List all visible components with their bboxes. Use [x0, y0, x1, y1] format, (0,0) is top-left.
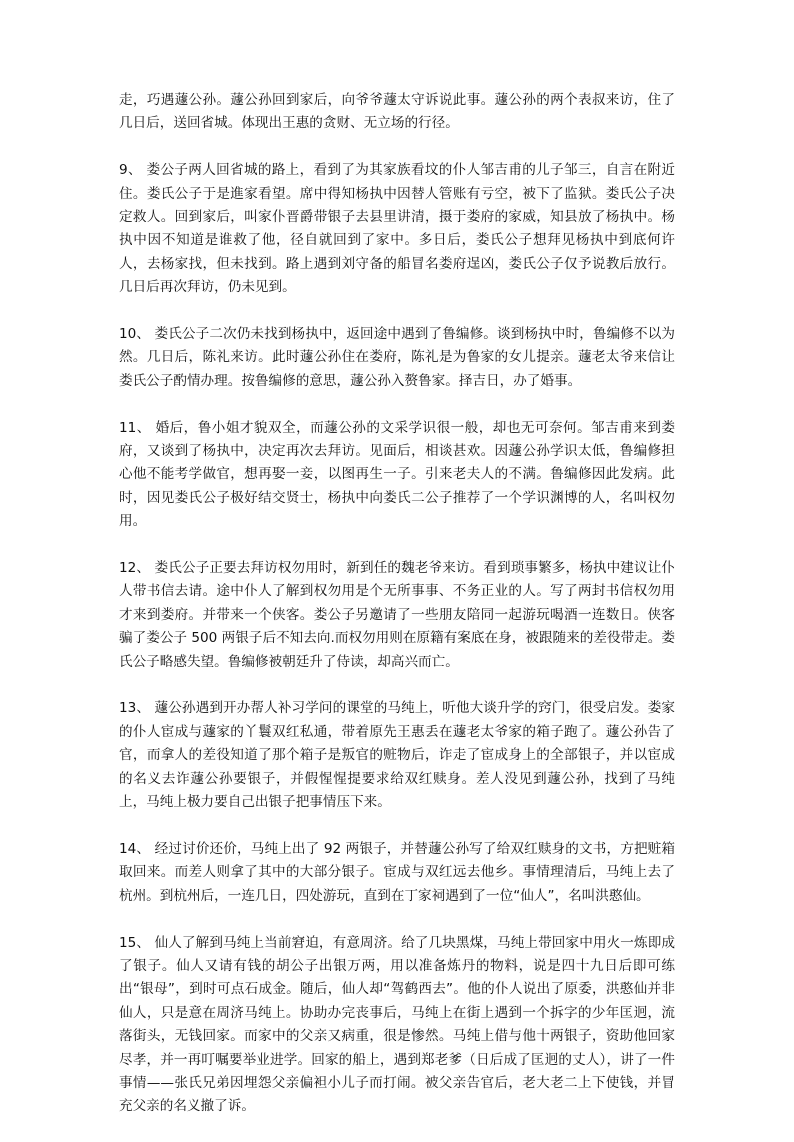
paragraph-item-13: 13、 蘧公孙遇到开办帮人补习学问的课堂的马纯上，听他大谈升学的窍门，很受启发。娄家的仆人宦成与蘧家的丫鬟双红私通，带着原先王惠丢在蘧老太爷家的箱子跑了。蘧公孙告了官，而拿人的差役知道了那个箱子是叛官的赃物后，诈走了宦成身上的全部银子，并以宦成的名义去诈蘧公孙要银子，并假惺惺提要求给双红赎身。差人没见到蘧公孙，找到了马纯上，马纯上极力要自己出银子把事情压下来。 — [119, 700, 675, 811]
paragraph-item-12: 12、 娄氏公子正要去拜访权勿用时，新到任的魏老爷来访。看到琐事繁多，杨执中建议让仆人带书信去请。途中仆人了解到权勿用是个无所事事、不务正业的人。写了两封书信权勿用才来到娄府。并带来一个侠客。娄公子另邀请了一些朋友陪同一起游玩喝酒一连数日。侠客骗了娄公子 500 两银子后不知去向.而权勿用则在原籍有案底在身，被跟随来的差役带走。娄氏公子略感失望。鲁编修被朝廷升了侍读，却高兴而亡。 — [119, 560, 675, 670]
paragraph-item-14: 14、 经过讨价还价，马纯上出了 92 两银子，并替蘧公孙写了给双红赎身的文书，方把赃箱取回来。而差人则拿了其中的大部分银子。宦成与双红远去他乡。事情理清后，马纯上去了杭州。到杭州后，一连几日，四处游玩，直到在丁家祠遇到了一位“仙人”，名叫洪憨仙。 — [119, 840, 675, 904]
paragraph-item-10: 10、 娄氏公子二次仍未找到杨执中，返回途中遇到了鲁编修。谈到杨执中时，鲁编修不以为然。几日后，陈礼来访。此时蘧公孙住在娄府，陈礼是为鲁家的女儿提亲。蘧老太爷来信让娄氏公子酌情办理。按鲁编修的意思，蘧公孙入赘鲁家。择吉日，办了婚事。 — [119, 326, 675, 389]
paragraph-continuation: 走，巧遇蘧公孙。蘧公孙回到家后，向爷爷蘧太守诉说此事。蘧公孙的两个表叔来访，住了几日后，送回省城。体现出王惠的贪财、无立场的行径。 — [119, 92, 675, 132]
paragraph-item-11: 11、 婚后，鲁小姐才貌双全，而蘧公孙的文采学识很一般，却也无可奈何。邹吉甫来到娄府，又谈到了杨执中，决定再次去拜访。见面后，相谈甚欢。因蘧公孙学识太低，鲁编修担心他不能考学做官，想再娶一妾，以图再生一子。引来老夫人的不满。鲁编修因此发病。此时，因见娄氏公子极好结交贤士，杨执中向娄氏二公子推荐了一个学识渊博的人，名叫权勿用。 — [119, 419, 675, 530]
paragraph-item-15: 15、 仙人了解到马纯上当前窘迫，有意周济。给了几块黑煤，马纯上带回家中用火一炼即成了银子。仙人又请有钱的胡公子出银万两，用以准备炼丹的物料，说是四十九日后即可练出“银母”，到时可点石成金。随后，仙人却“驾鹤西去”。他的仆人说出了原委，洪憨仙并非仙人，只是意在周济马纯上。协助办完丧事后，马纯上在街上遇到一个拆字的少年匡迥，流落街头，无钱回家。而家中的父亲又病重，很是惨然。马纯上借与他十两银子，资助他回家尽孝，并一再叮嘱要举业进学。回家的船上，遇到郑老爹（日后成了匡迥的丈人），讲了一件事情——张氏兄弟因埋怨父亲偏袒小儿子而打闹。被父亲告官后，老大老二上下使钱，并冒充父亲的名义撤了诉。 — [119, 934, 675, 1115]
paragraph-item-9: 9、 娄公子两人回省城的路上，看到了为其家族看坟的仆人邹吉甫的儿子邹三，自言在附近住。娄氏公子于是進家看望。席中得知杨执中因替人管账有亏空，被下了监狱。娄氏公子决定救人。回到家后，叫家仆晋爵带银子去县里讲清，摄于娄府的家威，知县放了杨执中。杨执中因不知道是谁救了他，径自就回到了家中。多日后，娄氏公子想拜见杨执中到底何许人，去杨家找，但未找到。路上遇到刘守备的船冒名娄府逞凶，娄氏公子仅予说教后放行。几日后再次拜访，仍未见到。 — [119, 162, 675, 296]
document-page — [119, 89, 675, 1142]
